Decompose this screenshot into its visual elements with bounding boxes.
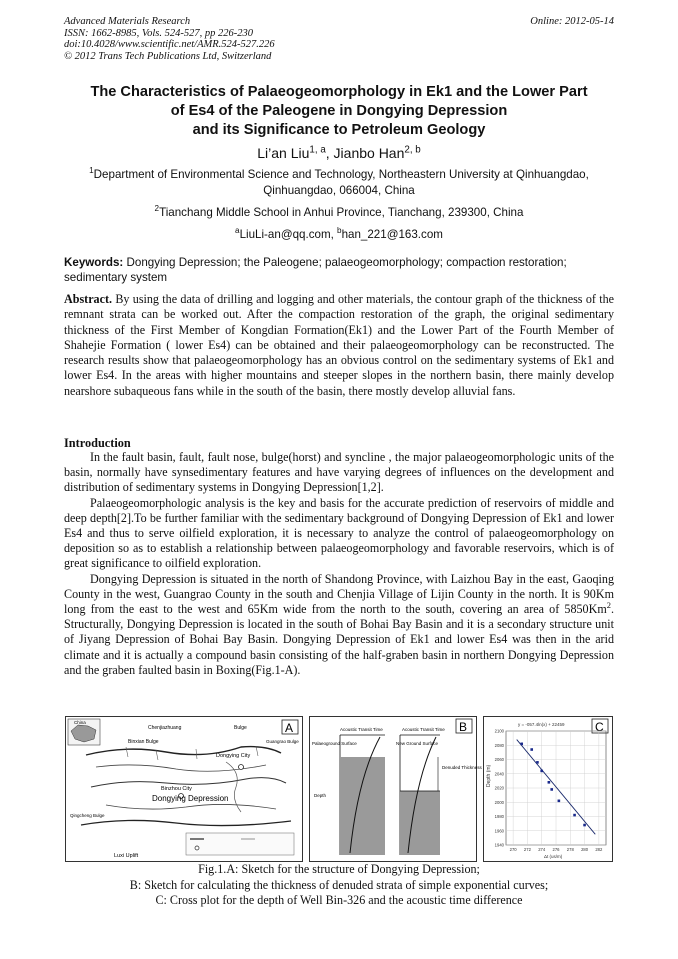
label-depth: Depth [314, 793, 327, 798]
panel-a-letter: A [285, 721, 294, 735]
y-tick-label: 2000 [494, 799, 504, 805]
keywords-text: Dongying Depression; the Paleogene; palaeogeomorphology; compaction restoration; sedimentary system [64, 256, 567, 284]
email-b-sup: b [337, 226, 342, 236]
x-axis-label: Δt (us/m) [544, 854, 563, 859]
label-denuded: Denuded Thickness [442, 765, 482, 770]
label-binxian: Binxian Bulge [128, 739, 159, 745]
y-tick-label: 1940 [494, 842, 504, 848]
author-2: Jianbo Han [333, 145, 405, 161]
legend-box [186, 833, 294, 855]
email-a[interactable]: LiuLi-an@qq.com, [239, 228, 338, 241]
issn: ISSN: 1662-8985, Vols. 524-527, pp 226-230 [64, 27, 253, 39]
author-sep: , [325, 145, 334, 161]
y-tick-label: 2040 [494, 771, 504, 777]
intro-paragraph-3 [64, 572, 614, 678]
figure-caption [64, 862, 614, 909]
data-point [550, 788, 553, 791]
trend-equation: y = -057.4ln(x) + 22459 [518, 722, 565, 727]
label-luxi: Luxi Uplift [114, 853, 139, 859]
keywords-label: Keywords: [64, 256, 124, 269]
introduction-heading: Introduction [64, 436, 131, 450]
label-palaeo: Palaeoground Surface [312, 741, 357, 746]
intro-paragraph-2: Palaeogeomorphologic analysis is the key and basis for the accurate prediction of reservoirs of middle and deep depth[2].To be further familiar with the sedimentary background of Dongying Depression of Ek1 and lower Es4 and thus to serve oilfield exploration, it is necessary to analyze the control of palaeogeomorphology on deposition so as to establish a relationship between palaeogeomorphology and favorable reservoirs, which is of great significance to oilfield exploration. [64, 495, 614, 571]
title-line-1: The Characteristics of Palaeogeomorphology in Ek1 and the Lower Part [90, 84, 588, 100]
label-att-1: Acoustic Transit Time [340, 727, 383, 732]
data-point [536, 761, 539, 764]
email-a-sup: a [235, 226, 240, 236]
email-b[interactable]: han_221@163.com [341, 228, 443, 241]
y-tick-label: 2060 [494, 757, 504, 762]
panel-c-crossplot [483, 716, 613, 862]
legend-city [195, 846, 199, 850]
chart-ticks [495, 729, 603, 853]
panel-b-sketch [309, 716, 482, 862]
y-tick-label: 2080 [494, 742, 504, 748]
caption-b: B: Sketch for calculating the thickness of denuded strata of simple exponential curves; [129, 877, 549, 892]
area-unit-sup: 2 [606, 600, 611, 610]
journal-name: Advanced Materials Research [64, 16, 191, 27]
figure-1 [65, 716, 613, 860]
intro-p3-part-a: Dongying Depression is situated in the north of Shandong Province, with Laizhou Bay in the east, Gaoqing County in the west, Guangrao County in the south and Chenjia Village of Lijin County in the north. It is 90Km long from the east to the west and 65Km wide from the north to the south, covering an area of 5850Km [64, 571, 614, 617]
journal-header [64, 16, 275, 62]
abstract [64, 292, 614, 399]
panel-c-letter: C [595, 720, 604, 734]
x-tick-label: 282 [595, 847, 603, 852]
panel-b-letter: B [459, 720, 468, 734]
dongying-city-marker [239, 765, 244, 770]
y-tick-label: 2020 [494, 785, 504, 791]
caption-c: C: Cross plot for the depth of Well Bin-326 and the acoustic time difference [155, 893, 523, 907]
northern-fault [86, 747, 281, 755]
x-tick-label: 280 [581, 847, 589, 852]
data-point [573, 814, 576, 817]
y-axis-label: Depth (m) [486, 764, 492, 787]
author-2-sup: 2, b [404, 144, 421, 156]
label-qingcheng: Qingcheng Bulge [70, 813, 105, 818]
title-line-3: and its Significance to Petroleum Geology [192, 122, 486, 138]
data-point [558, 800, 561, 803]
authors [0, 145, 678, 161]
label-att-2: Acoustic Transit Time [402, 727, 445, 732]
fault-line-4 [106, 804, 276, 809]
data-point [540, 770, 543, 773]
label-bulge: Bulge [234, 725, 247, 731]
y-tick-label: 2100 [494, 728, 504, 734]
affiliation-1 [64, 167, 614, 199]
data-point [548, 781, 551, 784]
label-chenjiazhuang: Chenjiazhuang [148, 725, 182, 731]
label-newground: New Ground Surface [396, 741, 439, 746]
intro-paragraph-1: In the fault basin, fault, fault nose, bulge(horst) and syncline , the major palaeogeomorphologic units of the basin, normally have synsedimentary features and have varying degrees of influences on the development and distribution of sedimentary systems in Dongying Depression[1,2]. [64, 450, 614, 495]
emails [64, 227, 614, 243]
data-point [583, 824, 586, 827]
caption-a: Fig.1.A: Sketch for the structure of Dongying Depression; [198, 862, 480, 876]
introduction-body [64, 450, 614, 678]
affiliation-1-sup: 1 [89, 166, 94, 176]
label-dongying-city: Dongying City [216, 753, 251, 759]
affiliation-2 [64, 205, 614, 221]
label-china: China [74, 720, 86, 725]
author-1: Li’an Liu [257, 145, 310, 161]
panel-a-map [65, 716, 303, 862]
panel-a-svg [66, 717, 302, 861]
x-tick-label: 278 [566, 847, 574, 852]
author-1-sup: 1, a [309, 144, 326, 156]
x-tick-label: 270 [509, 847, 517, 852]
panel-b-svg [310, 717, 482, 861]
abstract-label: Abstract. [64, 292, 113, 306]
intro-p3-part-b: . Structurally, Dongying Depression is located in the south of Bohai Bay Basin and it is a secondary structure unit of Jiyang Depression of Bohai Bay Basin. Dongying Depression of Ek1 and lower Es4 was then in the arid climate and it is actually a compound basin consisting of the half-graben basin in northern Dongying Depression and the graben faulted basin in Boxing(Fig.1-A). [64, 602, 614, 677]
x-tick-label: 274 [538, 847, 546, 852]
chart-grid [506, 731, 606, 845]
affiliation-2-text: Tianchang Middle School in Anhui Province, Tianchang, 239300, China [159, 206, 524, 219]
abstract-text: By using the data of drilling and logging and other materials, the contour graph of the thickness of the remnant strata can be worked out. After the compaction restoration of the graph, the original sedimentary thickness of the First Member of Kongdian Formation(Ek1) and the Lower Part of the Fourth Member of Shahejie Formation ( lower Es4) can be obtained and their palaeogeomorphology can be reconstructed. The research results show that palaeogeomorphology has an obvious control on the sedimentary systems of Ek1 and lower Es4. In the areas with higher mountains and steeper slopes in the northern basin, there mainly develop nearshore subaqueous fans while in the south of the basin, there mostly develop alluvial fans. [64, 292, 614, 398]
x-tick-label: 276 [552, 847, 560, 852]
copyright: © 2012 Trans Tech Publications Ltd, Switzerland [64, 50, 272, 62]
y-tick-label: 1960 [494, 828, 504, 834]
affiliation-2-sup: 2 [154, 204, 160, 214]
keywords [64, 256, 614, 285]
panel-c-svg [484, 717, 612, 861]
doi: doi:10.4028/www.scientific.net/AMR.524-527.226 [64, 39, 275, 50]
title-line-2: of Es4 of the Paleogene in Dongying Depression [170, 103, 508, 119]
data-point [530, 748, 533, 751]
affiliation-1-text: Department of Environmental Science and Technology, Northeastern University at Qinhuangdao, Qinhuangdao, 066004, China [93, 168, 589, 197]
online-date: Online: 2012-05-14 [530, 16, 614, 27]
label-guangrao: Guangrao Bulge [266, 739, 299, 744]
strata-b1 [340, 757, 385, 855]
data-point [520, 743, 523, 746]
paper-title [50, 83, 628, 140]
label-depression: Dongying Depression [152, 794, 229, 803]
southern-fault [81, 820, 291, 825]
x-tick-label: 272 [523, 847, 531, 852]
y-tick-label: 1980 [494, 814, 504, 819]
strata-b2 [400, 791, 440, 855]
label-binzhou: Binzhou City [161, 786, 192, 792]
